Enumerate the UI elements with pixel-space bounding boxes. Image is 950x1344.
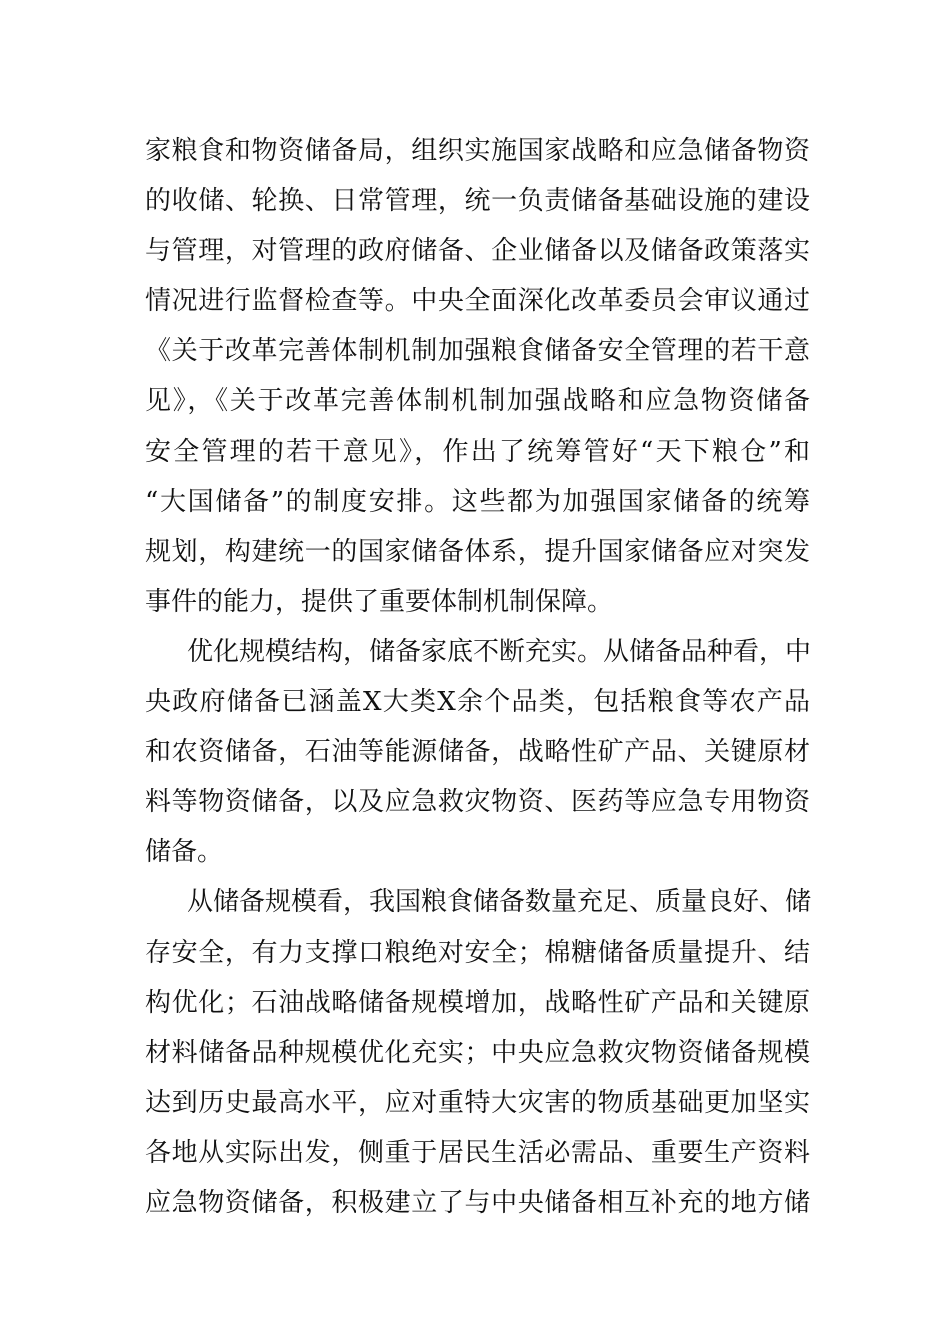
- text-line: 《关于改革完善体制机制加强粮食储备安全管理的若干意: [145, 336, 810, 367]
- text-line: 家粮食和物资储备局，组织实施国家战略和应急储备物资: [145, 136, 810, 166]
- paragraph-start-line: 优化规模结构，储备家底不断充实。从储备品种看，中: [187, 636, 812, 667]
- text-line: 各地从实际出发，侧重于居民生活必需品、重要生产资料: [145, 1137, 810, 1168]
- text-line: 料等物资储备，以及应急救灾物资、医药等应急专用物资: [145, 787, 810, 818]
- text-line: 央政府储备已涵盖X大类X余个品类，包括粮食等农产品: [145, 687, 810, 718]
- text-line: 情况进行监督检查等。中央全面深化改革委员会审议通过: [145, 286, 810, 317]
- text-line: 与管理，对管理的政府储备、企业储备以及储备政策落实: [145, 236, 810, 267]
- text-line: 安全管理的若干意见》，作出了统筹管好“天下粮仓”和: [145, 436, 810, 467]
- text-line: 见》，《关于改革完善体制机制加强战略和应急物资储备: [145, 386, 810, 417]
- text-line: “大国储备”的制度安排。这些都为加强国家储备的统筹: [145, 486, 810, 517]
- text-line: 和农资储备，石油等能源储备，战略性矿产品、关键原材: [145, 737, 810, 768]
- text-line: 构优化；石油战略储备规模增加，战略性矿产品和关键原: [145, 987, 810, 1018]
- text-line: 材料储备品种规模优化充实；中央应急救灾物资储备规模: [145, 1037, 810, 1068]
- text-line: 储备。: [145, 837, 224, 868]
- text-line: 应急物资储备，积极建立了与中央储备相互补充的地方储: [145, 1187, 810, 1218]
- text-line: 达到历史最高水平，应对重特大灾害的物质基础更加坚实: [145, 1087, 810, 1118]
- body-text: [145, 126, 810, 1228]
- text-line: 存安全，有力支撑口粮绝对安全；棉糖储备质量提升、结: [145, 937, 810, 968]
- text-line: 规划，构建统一的国家储备体系，提升国家储备应对突发: [145, 536, 810, 567]
- text-line: 的收储、轮换、日常管理，统一负责储备基础设施的建设: [145, 186, 810, 217]
- text-line: 事件的能力，提供了重要体制机制保障。: [145, 586, 614, 617]
- paragraph-start-line: 从储备规模看，我国粮食储备数量充足、质量良好、储: [187, 887, 812, 918]
